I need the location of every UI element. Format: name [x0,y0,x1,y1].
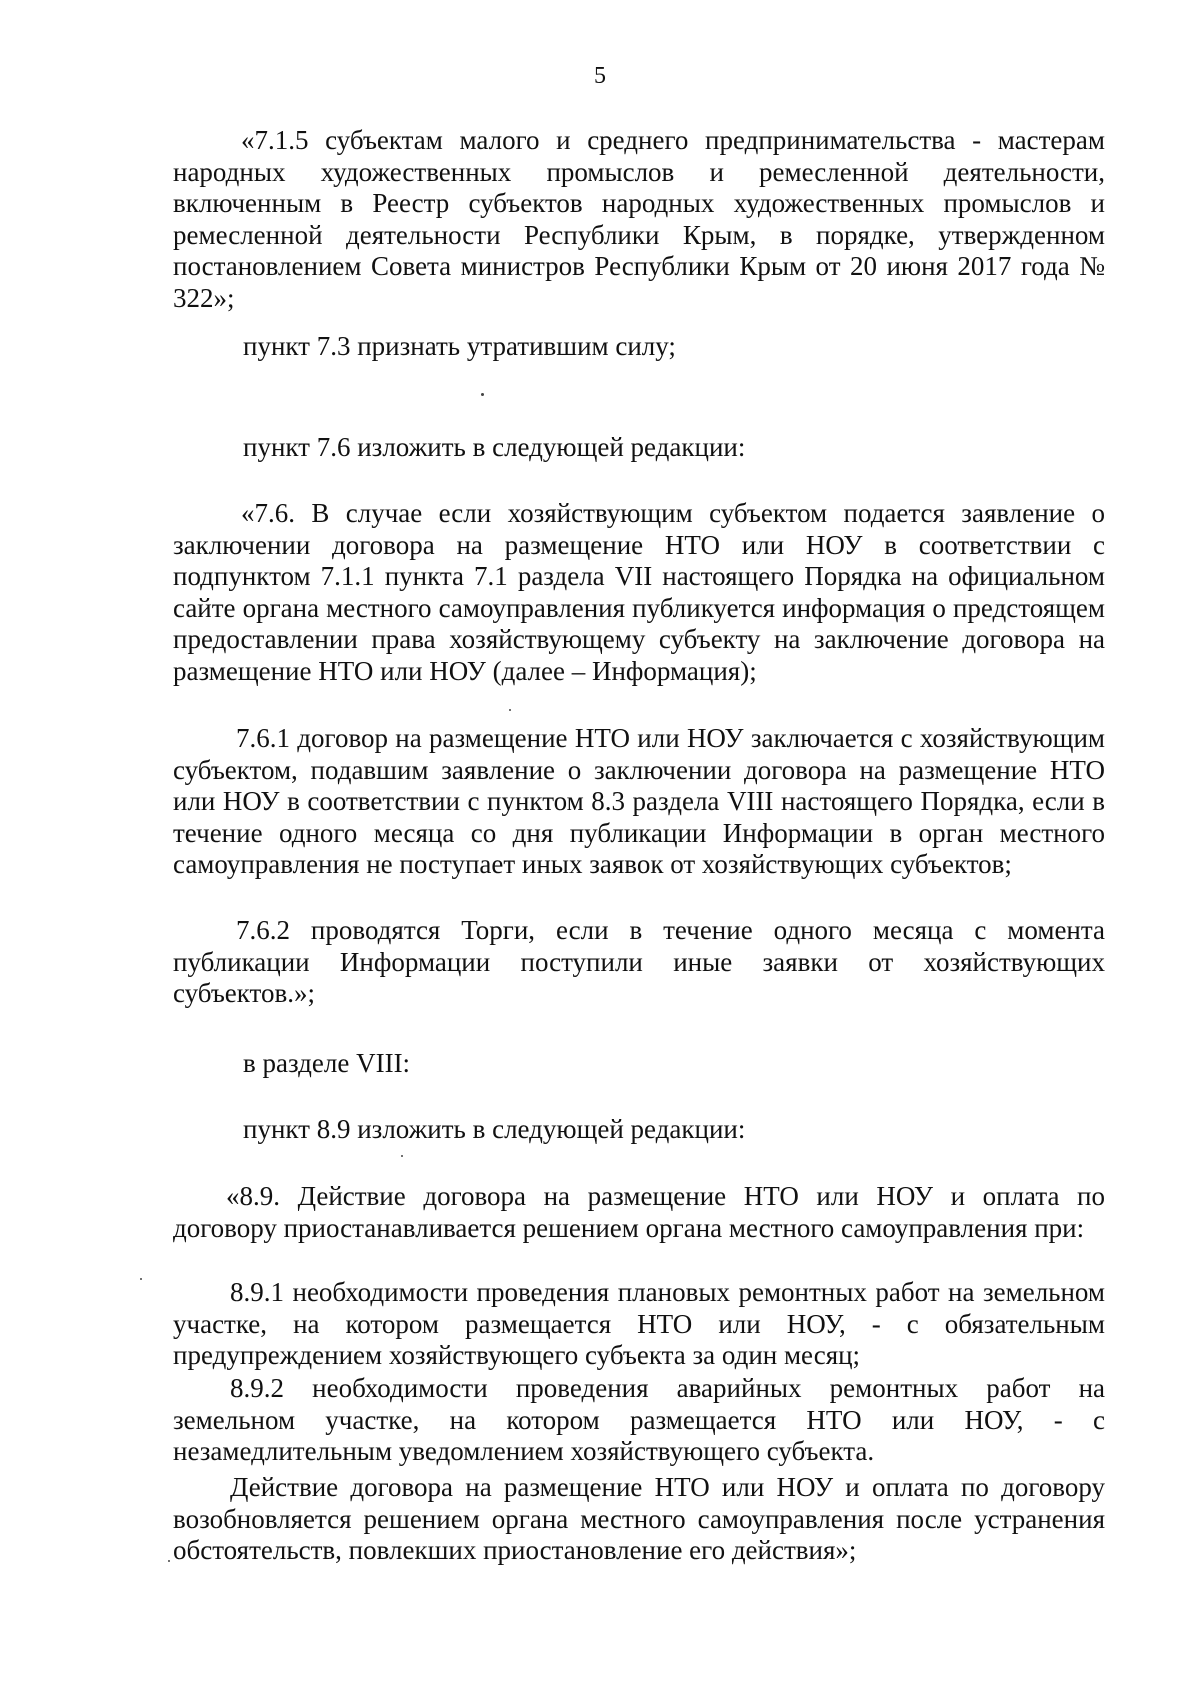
page-number: 5 [594,63,606,89]
paragraph-8-9-2: 8.9.2 необходимости проведения аварийных ремонтных работ на земельном участке, на котором размещается НТО или НОУ, - с незамедлительным уведомлением хозяйствующего субъекта. [173,1373,1105,1466]
scan-speck [509,709,511,711]
scan-speck [168,1560,170,1562]
paragraph-7-6-intro: пункт 7.6 изложить в следующей редакции: [243,432,746,462]
paragraph-7-6-1: 7.6.1 договор на размещение НТО или НОУ заключается с хозяйствующим субъектом, подавшим заявление о заключении договора на размещение НТО или НОУ в соответствии с пунктом 8.3 раздела VIII настоящего Порядка, если в течение одного месяца со дня публикации Информации в орган местного самоуправления не поступает иных заявок от хозяйствующих субъектов; [173,723,1105,879]
paragraph-7-6-2: 7.6.2 проводятся Торги, если в течение одного месяца с момента публикации Информации поступили иные заявки от хозяйствующих субъектов.»; [173,915,1105,1008]
paragraph-section-viii: в разделе VIII: [243,1048,411,1078]
paragraph-8-9: «8.9. Действие договора на размещение НТО или НОУ и оплата по договору приостанавливается решением органа местного самоуправления при: [173,1181,1105,1243]
paragraph-7-3: пункт 7.3 признать утратившим силу; [243,331,676,361]
scan-speck [481,393,484,396]
paragraph-8-9-1: 8.9.1 необходимости проведения плановых ремонтных работ на земельном участке, на котором размещается НТО или НОУ, - с обязательным предупреждением хозяйствующего субъекта за один месяц; [173,1277,1105,1370]
paragraph-8-9-intro: пункт 8.9 изложить в следующей редакции: [243,1114,746,1144]
paragraph-7-6: «7.6. В случае если хозяйствующим субъектом подается заявление о заключении договора на размещение НТО или НОУ в соответствии с подпунктом 7.1.1 пункта 7.1 раздела VII настоящего Порядка на официальном сайте органа местного самоуправления публикуется информация о предстоящем предоставлении права хозяйствующему субъекту на заключение договора на размещение НТО или НОУ (далее – Информация); [173,498,1105,686]
paragraph-7-1-5: «7.1.5 субъектам малого и среднего предпринимательства - мастерам народных художественных промыслов и ремесленной деятельности, включенным в Реестр субъектов народных художественных промыслов и ремесленной деятельности Республики Крым, в порядке, утвержденном постановлением Совета министров Республики Крым от 20 июня 2017 года № 322»; [173,125,1105,313]
scan-speck [140,1278,142,1280]
scan-speck [401,1155,403,1157]
paragraph-resumption: Действие договора на размещение НТО или НОУ и оплата по договору возобновляется решением органа местного самоуправления после устранения обстоятельств, повлекших приостановление его действия»; [173,1472,1105,1565]
